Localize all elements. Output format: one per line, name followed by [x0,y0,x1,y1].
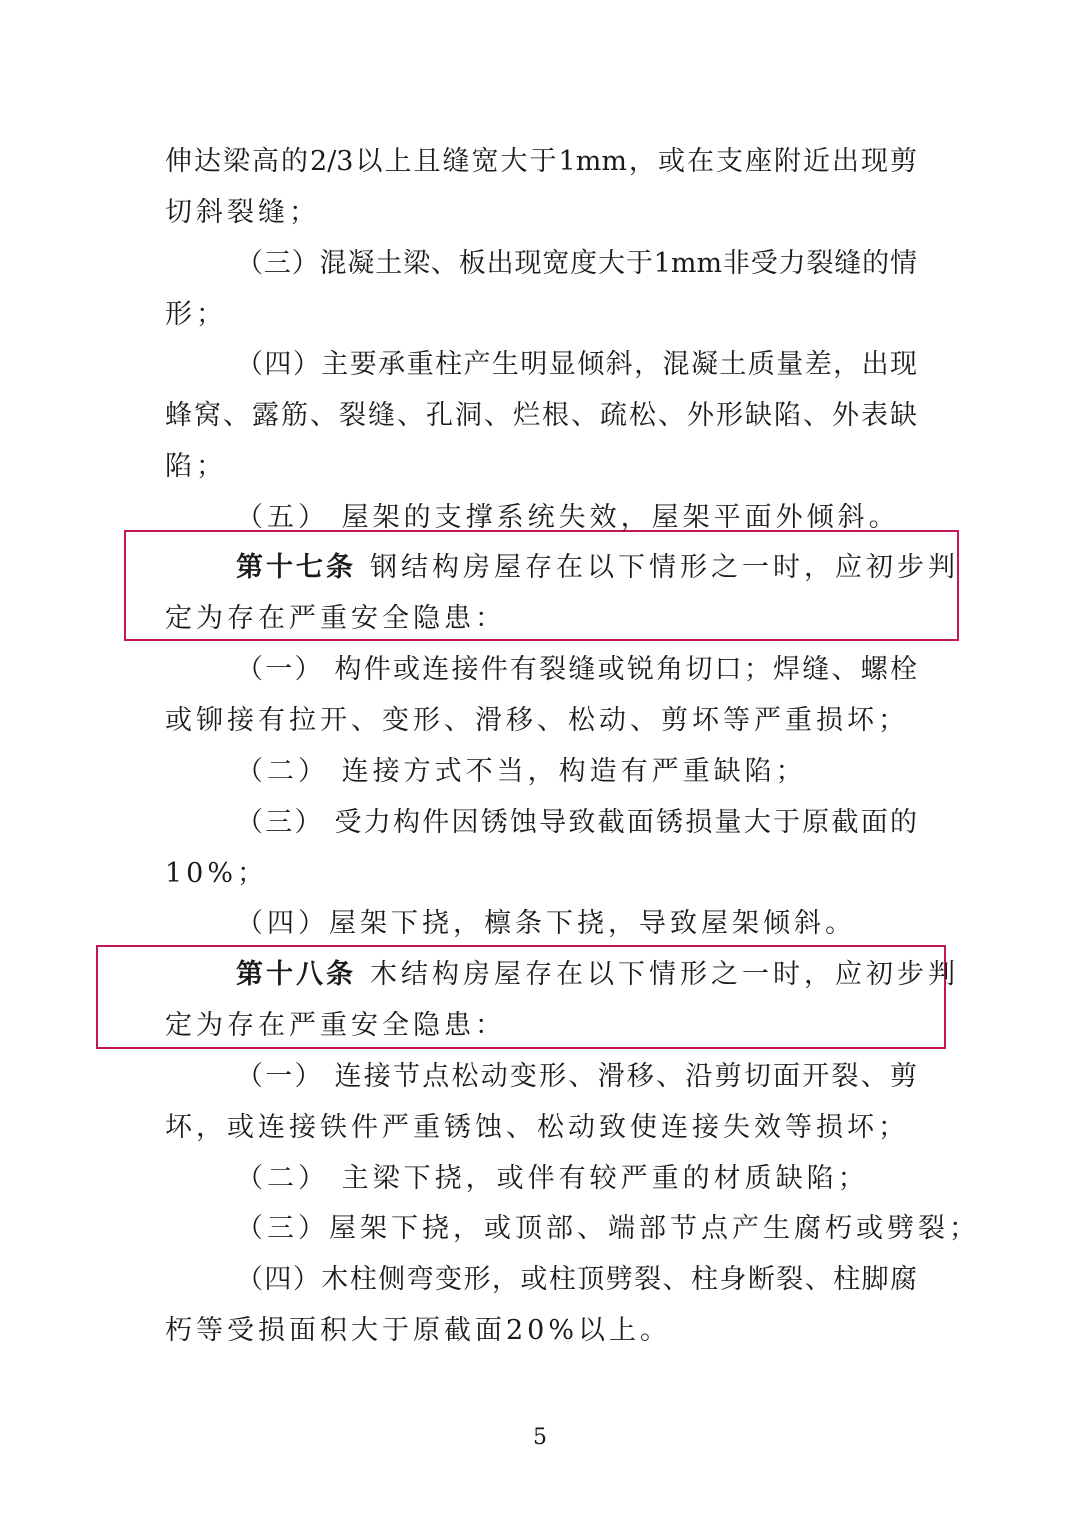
article-18-heading-line [236,958,959,992]
article-17-text: 钢结构房屋存在以下情形之一时，应初步判 [370,552,959,583]
list-item-line: （四）主要承重柱产生明显倾斜，混凝土质量差，出现 [236,349,917,380]
list-item-line: （五） 屋架的支撑系统失效，屋架平面外倾斜。 [236,502,900,533]
article-17-title: 第十七条 [236,552,356,583]
text-line: 陷； [165,451,227,482]
text-line: 或铆接有拉开、变形、滑移、松动、剪坏等严重损坏； [165,705,909,736]
list-item-line: （一） 连接节点松动变形、滑移、沿剪切面开裂、剪 [236,1061,917,1092]
text-line: 坏，或连接铁件严重锈蚀、松动致使连接失效等损坏； [165,1112,909,1143]
list-item-line: （三）混凝土梁、板出现宽度大于1mm非受力裂缝的情 [236,248,917,279]
text-line: 朽等受损面积大于原截面20%以上。 [165,1315,672,1346]
list-item-line: （三） 受力构件因锈蚀导致截面锈损量大于原截面的 [236,807,917,838]
text-line: 定为存在严重安全隐患： [165,1010,506,1041]
article-18-text: 木结构房屋存在以下情形之一时，应初步判 [370,959,959,990]
text-line: 10%； [165,858,269,889]
article-17-heading-line [236,551,959,585]
list-item-line: （二） 主梁下挠，或伴有较严重的材质缺陷； [236,1163,869,1194]
text-line: 定为存在严重安全隐患： [165,603,506,634]
article-18-title: 第十八条 [236,959,356,990]
page-number: 5 [533,1425,547,1450]
list-item-line: （一） 构件或连接件有裂缝或锐角切口；焊缝、螺栓 [236,654,917,685]
list-item-line: （二） 连接方式不当，构造有严重缺陷； [236,756,807,787]
text-line: 切斜裂缝； [165,197,320,228]
list-item-line: （三）屋架下挠，或顶部、端部节点产生腐朽或劈裂； [236,1213,980,1244]
text-line: 伸达梁高的2/3以上且缝宽大于1mm，或在支座附近出现剪 [165,146,917,177]
list-item-line: （四）屋架下挠，檩条下挠，导致屋架倾斜。 [236,908,856,939]
text-line: 蜂窝、露筋、裂缝、孔洞、烂根、疏松、外形缺陷、外表缺 [165,400,917,431]
text-line: 形； [165,299,227,330]
list-item-line: （四）木柱侧弯变形，或柱顶劈裂、柱身断裂、柱脚腐 [236,1264,917,1295]
